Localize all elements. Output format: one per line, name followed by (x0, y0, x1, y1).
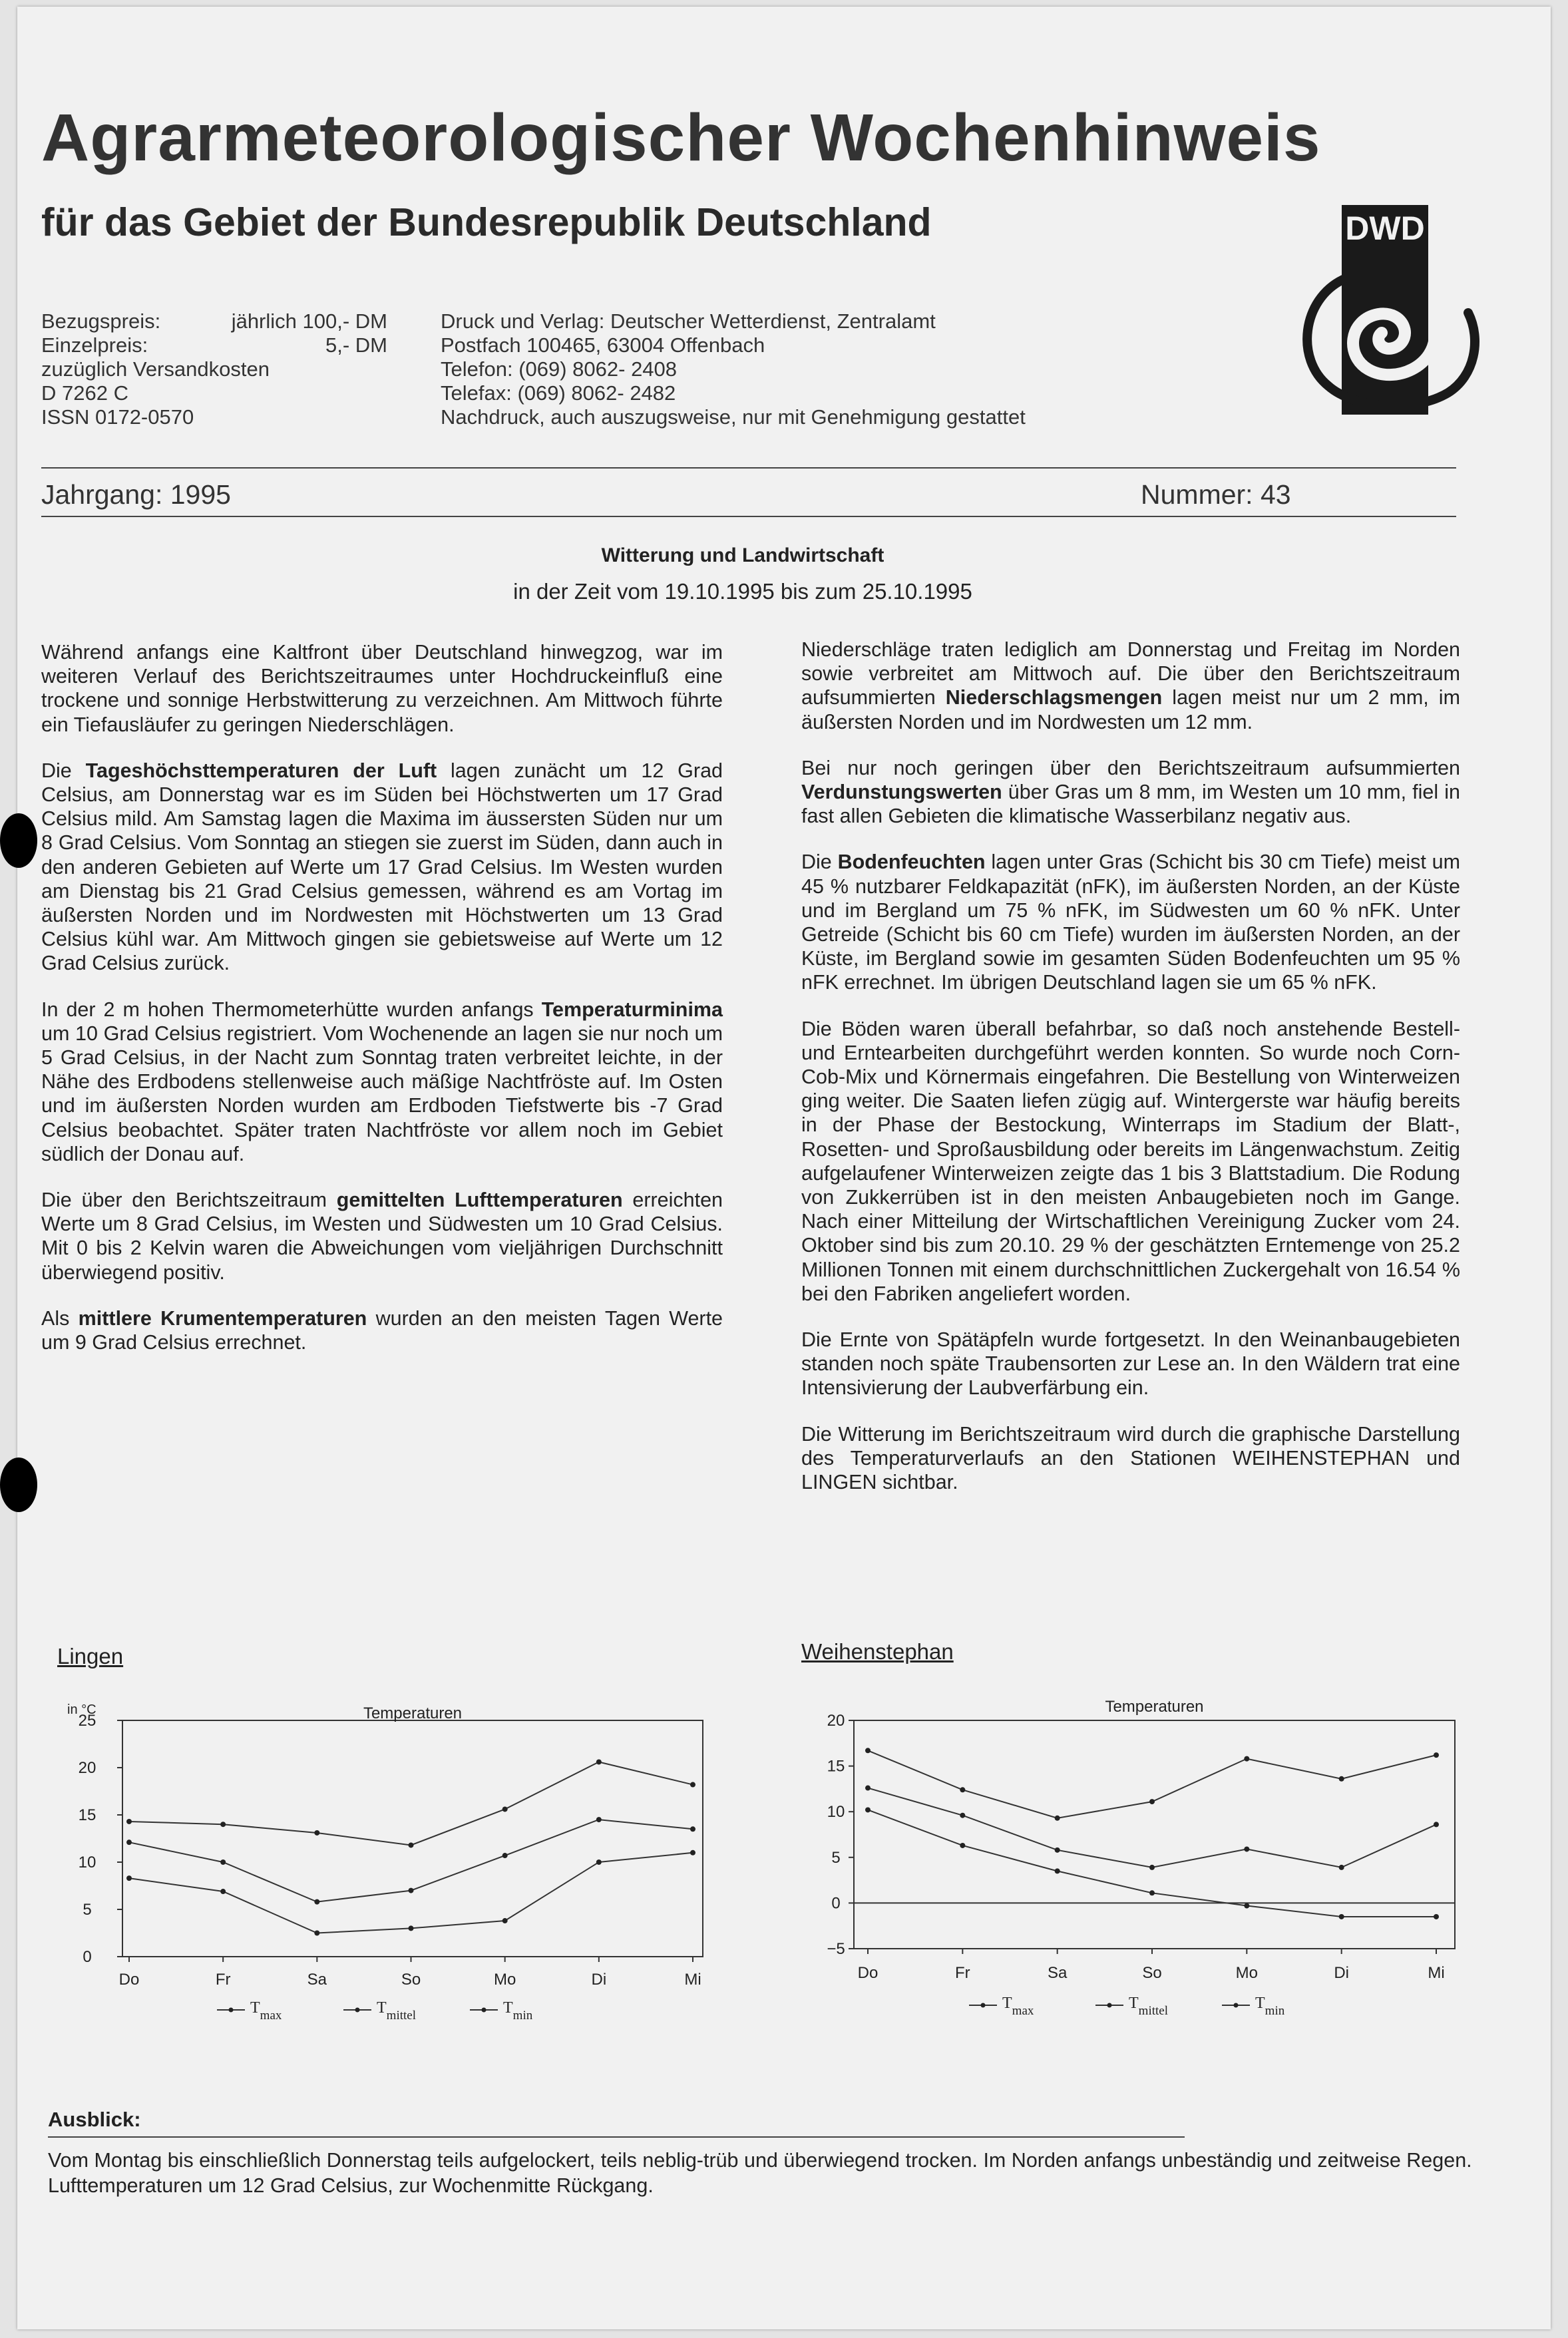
x-tick-label: Fr (955, 1964, 970, 1982)
issue-number: Nummer: 43 (1141, 479, 1291, 510)
document-page (17, 7, 1551, 2329)
y-tick-label: 5 (831, 1848, 841, 1867)
legend-marker (229, 2008, 234, 2013)
data-point (1149, 1799, 1155, 1804)
data-point (126, 1875, 132, 1881)
data-point (960, 1787, 965, 1792)
text-run: Die über den Berichtszeitraum (41, 1189, 337, 1212)
text-run: Die Witterung im Berichtszeitraum wird durch die graphische Darstellung des Temperaturverlaufs an den Stationen WEIHENSTEPHAN und LINGEN sichtbar. (801, 1422, 1460, 1494)
text-run: Als (41, 1306, 79, 1330)
data-point (1055, 1868, 1060, 1873)
pricing-label: Bezugspreis: (41, 309, 161, 333)
data-point (1434, 1752, 1439, 1758)
text-run: Die (801, 851, 838, 874)
pricing-label: Einzelpreis: (41, 333, 148, 357)
data-point (220, 1889, 226, 1894)
text-run: über Gras um 8 mm, im Westen um 10 mm, fiel in fast allen Gebieten die klimatische Wasserbilanz negativ aus. (801, 781, 1460, 828)
data-point (126, 1819, 132, 1824)
data-point (220, 1859, 226, 1865)
data-point (314, 1931, 319, 1936)
series-line-max (868, 1750, 1436, 1818)
legend-label: $T_{min}$ (503, 1999, 533, 2023)
pricing-extra: D 7262 C (41, 381, 128, 405)
logo-text: DWD (1345, 210, 1425, 247)
x-tick-label: Di (591, 1971, 607, 1989)
data-point (314, 1899, 319, 1905)
legend-marker (355, 2008, 360, 2013)
data-point (960, 1813, 965, 1818)
y-tick-label: 20 (827, 1712, 845, 1730)
data-point (1055, 1848, 1060, 1853)
text-run: lagen meist nur um 2 mm, im äußersten Norden und im Nordwesten um 12 mm. (801, 686, 1460, 733)
y-tick-label: 10 (827, 1803, 845, 1822)
data-point (314, 1830, 319, 1836)
text-run: wurden an den meisten Tagen Werte um 9 Grad Celsius errechnet. (41, 1306, 723, 1354)
series-line-max (129, 1762, 693, 1845)
data-point (865, 1807, 871, 1812)
plot-frame (122, 1720, 703, 1957)
pricing-extra: zuzüglich Versandkosten (41, 357, 270, 381)
data-point (1055, 1816, 1060, 1821)
bold-term: Verdunstungswerten (801, 781, 1002, 804)
x-tick-label: Do (118, 1971, 140, 1989)
y-tick-label: 0 (831, 1894, 841, 1913)
text-run: lagen zunächt um 12 Grad Celsius, am Donnerstag war es im Süden bei Höchstwerten um 17 Grad Celsius mild. Am Samstag lagen die Maxima im äussersten Süden nur um 8 Grad Celsius. Vom Sonntag an stiegen sie zuerst im Süden, dann auch in den anderen Gebieten auf Werte um 17 Grad Celsius. Im Westen wurden am Dienstag bis 21 Grad Celsius gemessen, während es am Vortag im äußersten Norden und im Nordwesten mit Höchstwerten um 13 Grad Celsius kühl war. Am Mittwoch gingen sie gebietsweise auf Werte um 12 Grad Celsius zurück. (41, 759, 723, 975)
outlook-rule (48, 2136, 1185, 2138)
x-tick-label: Sa (307, 1971, 327, 1989)
data-point (596, 1859, 602, 1865)
x-tick-label: So (401, 1971, 421, 1989)
data-point (1339, 1776, 1344, 1782)
bold-term: Temperaturminima (541, 998, 723, 1021)
y-tick-label: 5 (83, 1901, 92, 1919)
bold-term: Tageshöchsttemperaturen der Luft (85, 759, 437, 782)
legend-marker (1107, 2003, 1112, 2008)
x-tick-label: Di (1334, 1964, 1350, 1982)
text-run: lagen unter Gras (Schicht bis 30 cm Tiefe) meist um 45 % nutzbarer Feldkapazität (nFK), im äußersten Norden, an der Küste und im Bergland um 75 % nFK, im Südwesten um 60 % nFK. Unter Getreide (Schicht bis 60 cm Tiefe) wurden im äußersten Norden, an der Küste, im Bergland sowie im gesamten Süden Bodenfeuchten um 95 % nFK errechnet. Im übrigen Deutschland lagen sie um 65 % nFK. (801, 851, 1460, 994)
y-tick-label: 0 (83, 1948, 92, 1966)
y-tick-label: −5 (827, 1940, 845, 1958)
data-point (596, 1817, 602, 1822)
bold-term: Niederschlagsmengen (945, 686, 1163, 709)
text-run: Niederschläge traten lediglich am Donnerstag und Freitag im Norden sowie verbreitet am Mittwoch auf. Die über den Berichtszeitraum aufsummierten (801, 638, 1460, 709)
data-point (1434, 1822, 1439, 1827)
chart-title: Temperaturen (1105, 1698, 1204, 1716)
pricing-value: jährlich 100,- DM (231, 309, 387, 333)
data-point (1149, 1865, 1155, 1870)
legend-marker (981, 2003, 986, 2008)
y-tick-label: 20 (78, 1759, 97, 1777)
chart-lingen (67, 1702, 703, 2023)
outlook-heading: Ausblick: (48, 2108, 141, 2131)
plot-frame (854, 1720, 1455, 1949)
x-tick-label: Mi (684, 1971, 701, 1989)
data-point (865, 1748, 871, 1753)
y-tick-label: 10 (78, 1853, 97, 1871)
x-tick-label: Do (857, 1964, 879, 1982)
x-tick-label: Mo (493, 1971, 516, 1989)
bold-term: mittlere Krumentemperaturen (78, 1306, 367, 1330)
x-tick-label: Mo (1235, 1964, 1259, 1982)
text-run: Die Ernte von Spätäpfeln wurde fortgesetzt. In den Weinanbaugebieten standen noch späte Traubensorten zur Lese an. In den Wäldern trat eine Intensivierung der Laubverfärbung ein. (801, 1328, 1460, 1400)
chart-weihenstephan (827, 1698, 1455, 2018)
text-run: Bei nur noch geringen über den Berichtszeitraum aufsummierten (801, 756, 1460, 779)
data-point (1244, 1903, 1249, 1909)
document-subtitle: für das Gebiet der Bundesrepublik Deutschland (41, 200, 932, 244)
pricing-extra: ISSN 0172-0570 (41, 405, 194, 429)
text-run: Die (41, 759, 86, 782)
volume-label: Jahrgang: 1995 (41, 479, 231, 510)
chart-title: Temperaturen (363, 1704, 463, 1722)
legend-marker (1234, 2003, 1239, 2008)
data-point (409, 1888, 414, 1893)
data-point (126, 1840, 132, 1845)
data-point (220, 1822, 226, 1827)
section-period: in der Zeit vom 19.10.1995 bis zum 25.10.1995 (513, 579, 972, 604)
data-point (1339, 1865, 1344, 1870)
publisher-line: Druck und Verlag: Deutscher Wetterdienst, Zentralamt (441, 309, 936, 333)
publisher-line: Telefax: (069) 8062- 2482 (441, 381, 676, 405)
x-tick-label: Mi (1428, 1964, 1445, 1982)
publisher-line: Telefon: (069) 8062- 2408 (441, 357, 678, 381)
data-point (690, 1826, 695, 1832)
data-point (1339, 1914, 1344, 1919)
x-tick-label: So (1142, 1964, 1162, 1982)
pricing-value: 5,- DM (325, 333, 387, 357)
x-tick-label: Fr (215, 1971, 231, 1989)
text-run: um 10 Grad Celsius registriert. Vom Wochenende an lagen sie nur noch um 5 Grad Celsius, in der Nacht zum Sonntag traten verbreitet leichte, in der Nähe des Erdbodens stellenweise auch mäßige Nachtfröste auf. Im Osten und im äußersten Norden wurden am Erdboden Tiefstwerte bis -7 Grad Celsius beobachtet. Später traten Nachtfröste vor allem noch im Gebiet südlich der Donau auf. (41, 1022, 723, 1165)
legend-label: $T_{max}$ (250, 1999, 282, 2023)
chart-label-weihenstephan: Weihenstephan (801, 1639, 954, 1664)
data-point (1244, 1846, 1249, 1851)
chart-label-lingen: Lingen (57, 1644, 124, 1668)
text-run: In der 2 m hohen Thermometerhütte wurden anfangs (41, 998, 542, 1021)
data-point (409, 1925, 414, 1931)
data-point (409, 1842, 414, 1848)
text-run: erreichten Werte um 8 Grad Celsius, im Westen und Südwesten um 10 Grad Celsius. Mit 0 bis 2 Kelvin waren die Abweichungen vom vieljährigen Durchschnitt überwiegend positiv. (41, 1189, 723, 1284)
outlook-text: Vom Montag bis einschließlich Donnerstag teils aufgelockert, teils neblig-trüb und überwiegend trocken. Im Norden anfangs unbeständig und zeitweise Regen. Lufttemperaturen um 12 Grad Celsius, zur Wochenmitte Rückgang. (48, 2149, 1472, 2197)
legend-label: $T_{min}$ (1255, 1995, 1285, 2018)
publisher-line: Nachdruck, auch auszugsweise, nur mit Genehmigung gestattet (441, 405, 1026, 429)
data-point (690, 1782, 695, 1788)
data-point (1244, 1756, 1249, 1762)
legend-label: $T_{mittel}$ (377, 1999, 416, 2023)
y-tick-label: 15 (827, 1757, 845, 1776)
bold-term: Bodenfeuchten (837, 851, 986, 874)
section-title: Witterung und Landwirtschaft (601, 544, 884, 566)
legend-marker (482, 2008, 487, 2013)
y-axis-unit: in °C (67, 1702, 97, 1717)
bold-term: gemittelten Lufttemperaturen (336, 1189, 623, 1212)
data-point (502, 1806, 508, 1812)
data-point (596, 1759, 602, 1764)
y-tick-label: 15 (78, 1806, 97, 1824)
document-title: Agrarmeteorologischer Wochenhinweis (41, 100, 1321, 175)
data-point (1149, 1890, 1155, 1895)
x-tick-label: Sa (1047, 1964, 1068, 1982)
legend-label: $T_{max}$ (1002, 1995, 1034, 2018)
text-run: Die Böden waren überall befahrbar, so daß noch anstehende Bestell- und Erntearbeiten durchgeführt werden konnten. So wurde noch Corn-Cob-Mix und Körnermais eingefahren. Die Bestellung von Winterweizen ging weiter. Die Saaten liefen zügig auf. Wintergerste war häufig bereits in der Phase der Bestockung, Winterraps im Stadium der Blatt-, Rosetten- und Sproßausbildung oder bereits im Längenwachstum. Zeitig aufgelaufener Winterweizen zeigte das 1 bis 3 Blattstadium. Die Rodung von Zukkerrüben ist in den meisten Anbaugebieten noch im Gange. Nach einer Mitteilung der Wirtschaftlichen Vereinigung Zucker vom 24. Oktober sind bis zum 20.10. 29 % der geschätzten Erntemenge von 25.2 Millionen Tonnen mit einem durchschnittlichen Zuckergehalt von 16.54 % bei den Fabriken angeliefert worden. (801, 1017, 1460, 1305)
temperature-charts (17, 7, 1551, 2329)
y-tick-label: 25 (78, 1712, 97, 1730)
data-point (960, 1843, 965, 1848)
data-point (865, 1786, 871, 1791)
publisher-line: Postfach 100465, 63004 Offenbach (441, 333, 765, 357)
data-point (502, 1918, 508, 1923)
data-point (1434, 1914, 1439, 1919)
text-run: Während anfangs eine Kaltfront über Deutschland hinwegzog, war im weiteren Verlauf des Berichtszeitraumes unter Hochdruckeinfluß eine trockene und sonnige Herbstwitterung zu verzeichnen. Am Mittwoch führte ein Tiefausläufer zu geringen Niederschlägen. (41, 641, 723, 736)
data-point (502, 1853, 508, 1858)
legend-label: $T_{mittel}$ (1129, 1995, 1168, 2018)
data-point (690, 1850, 695, 1855)
